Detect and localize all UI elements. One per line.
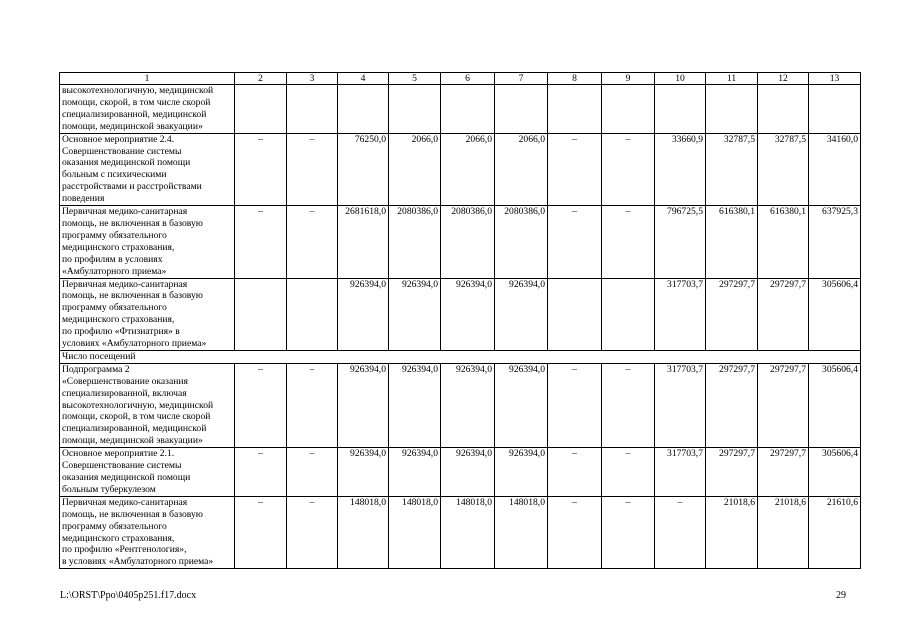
cell: 297297,7: [758, 448, 809, 497]
table-body: [60, 85, 861, 569]
col-header-5: 5: [389, 73, 441, 85]
table-header: [60, 73, 861, 85]
row-name: Первичная медико-санитарная помощь, не включенная в базовую программу обязательного медицинского страхования, по профилю «Фтизиатрия» в условиях «Амбулаторного приема»: [60, 278, 235, 350]
cell: 926394,0: [495, 278, 548, 350]
col-header-9: 9: [602, 73, 655, 85]
cell: 297297,7: [706, 363, 758, 447]
cell: 297297,7: [706, 278, 758, 350]
col-header-13: 13: [809, 73, 861, 85]
cell: 926394,0: [495, 448, 548, 497]
cell: 616380,1: [706, 206, 758, 278]
cell: 2080386,0: [441, 206, 495, 278]
cell: 148018,0: [441, 496, 495, 568]
cell: 926394,0: [495, 363, 548, 447]
cell: –: [235, 363, 287, 447]
cell: 926394,0: [338, 448, 389, 497]
col-header-11: 11: [706, 73, 758, 85]
row-name: Основное мероприятие 2.4. Совершенствование системы оказания медицинской помощи больным с психическими расстройствами и расстройствами поведения: [60, 133, 235, 205]
cell: [602, 85, 655, 134]
cell: 21610,6: [809, 496, 861, 568]
table-row: [60, 496, 861, 568]
cell: –: [548, 496, 602, 568]
cell: [389, 85, 441, 134]
cell: [495, 85, 548, 134]
cell: –: [548, 133, 602, 205]
table-row: [60, 206, 861, 278]
cell: [441, 85, 495, 134]
cell: –: [287, 496, 338, 568]
cell: 317703,7: [655, 278, 706, 350]
cell: –: [287, 448, 338, 497]
col-header-7: 7: [495, 73, 548, 85]
row-name: Основное мероприятие 2.1. Совершенствование системы оказания медицинской помощи больным туберкулезом: [60, 448, 235, 497]
cell: 926394,0: [389, 363, 441, 447]
col-header-8: 8: [548, 73, 602, 85]
cell: 317703,7: [655, 448, 706, 497]
cell: 305606,4: [809, 448, 861, 497]
col-header-2: 2: [235, 73, 287, 85]
cell: 32787,5: [706, 133, 758, 205]
cell: 2066,0: [495, 133, 548, 205]
cell: [338, 85, 389, 134]
table-row: [60, 85, 861, 134]
section-row: [60, 350, 861, 363]
col-header-4: 4: [338, 73, 389, 85]
cell: 637925,3: [809, 206, 861, 278]
cell: 926394,0: [441, 363, 495, 447]
footer-file-path: L:\ORST\Ppo\0405p251.f17.docx: [60, 590, 197, 601]
cell: [758, 85, 809, 134]
cell: –: [235, 496, 287, 568]
cell: 796725,5: [655, 206, 706, 278]
cell: 21018,6: [758, 496, 809, 568]
cell: 926394,0: [441, 448, 495, 497]
table-row: [60, 278, 861, 350]
cell: 2080386,0: [495, 206, 548, 278]
cell: 926394,0: [389, 278, 441, 350]
col-header-10: 10: [655, 73, 706, 85]
cell: –: [287, 133, 338, 205]
row-name: Подпрограмма 2 «Совершенствование оказания специализированной, включая высокотехнологичную, медицинской помощи, скорой, в том числе скорой специализированной, медицинской помощи, медицинской эвакуации»: [60, 363, 235, 447]
cell: [602, 278, 655, 350]
cell: 148018,0: [389, 496, 441, 568]
budget-table: [59, 72, 861, 569]
cell: –: [548, 448, 602, 497]
cell: –: [287, 206, 338, 278]
cell: [655, 85, 706, 134]
cell: 297297,7: [706, 448, 758, 497]
cell: 305606,4: [809, 278, 861, 350]
cell: 305606,4: [809, 363, 861, 447]
cell: [548, 85, 602, 134]
col-header-1: 1: [60, 73, 235, 85]
col-header-3: 3: [287, 73, 338, 85]
cell: 297297,7: [758, 363, 809, 447]
cell: 32787,5: [758, 133, 809, 205]
row-name: Первичная медико-санитарная помощь, не включенная в базовую программу обязательного медицинского страхования, по профилю «Рентгенология», в условиях «Амбулаторного приема»: [60, 496, 235, 568]
cell: [287, 278, 338, 350]
cell: [235, 278, 287, 350]
table-row: [60, 363, 861, 447]
cell: 148018,0: [338, 496, 389, 568]
col-header-6: 6: [441, 73, 495, 85]
cell: 926394,0: [338, 278, 389, 350]
cell: 148018,0: [495, 496, 548, 568]
cell: 2080386,0: [389, 206, 441, 278]
footer-page-number: 29: [836, 590, 846, 601]
cell: –: [602, 496, 655, 568]
cell: 2066,0: [441, 133, 495, 205]
cell: –: [235, 206, 287, 278]
col-header-12: 12: [758, 73, 809, 85]
cell: 926394,0: [389, 448, 441, 497]
cell: 2681618,0: [338, 206, 389, 278]
row-name: высокотехнологичную, медицинской помощи, скорой, в том числе скорой специализированной, медицинской помощи, медицинской эвакуации»: [60, 85, 235, 134]
cell: –: [602, 133, 655, 205]
section-label: Число посещений: [60, 350, 861, 363]
cell: 926394,0: [338, 363, 389, 447]
cell: 34160,0: [809, 133, 861, 205]
cell: –: [602, 448, 655, 497]
cell: [706, 85, 758, 134]
cell: [287, 85, 338, 134]
cell: –: [235, 133, 287, 205]
cell: –: [655, 496, 706, 568]
cell: [548, 278, 602, 350]
cell: 2066,0: [389, 133, 441, 205]
cell: 317703,7: [655, 363, 706, 447]
cell: –: [602, 206, 655, 278]
header-row: [60, 73, 861, 85]
cell: 297297,7: [758, 278, 809, 350]
cell: 33660,9: [655, 133, 706, 205]
cell: 616380,1: [758, 206, 809, 278]
cell: 76250,0: [338, 133, 389, 205]
cell: –: [602, 363, 655, 447]
cell: [235, 85, 287, 134]
cell: 926394,0: [441, 278, 495, 350]
table-row: [60, 448, 861, 497]
cell: –: [548, 206, 602, 278]
cell: –: [235, 448, 287, 497]
cell: [809, 85, 861, 134]
table-row: [60, 133, 861, 205]
cell: –: [548, 363, 602, 447]
cell: 21018,6: [706, 496, 758, 568]
row-name: Первичная медико-санитарная помощь, не включенная в базовую программу обязательного медицинского страхования, по профилям в условиях «Амбулаторного приема»: [60, 206, 235, 278]
cell: –: [287, 363, 338, 447]
